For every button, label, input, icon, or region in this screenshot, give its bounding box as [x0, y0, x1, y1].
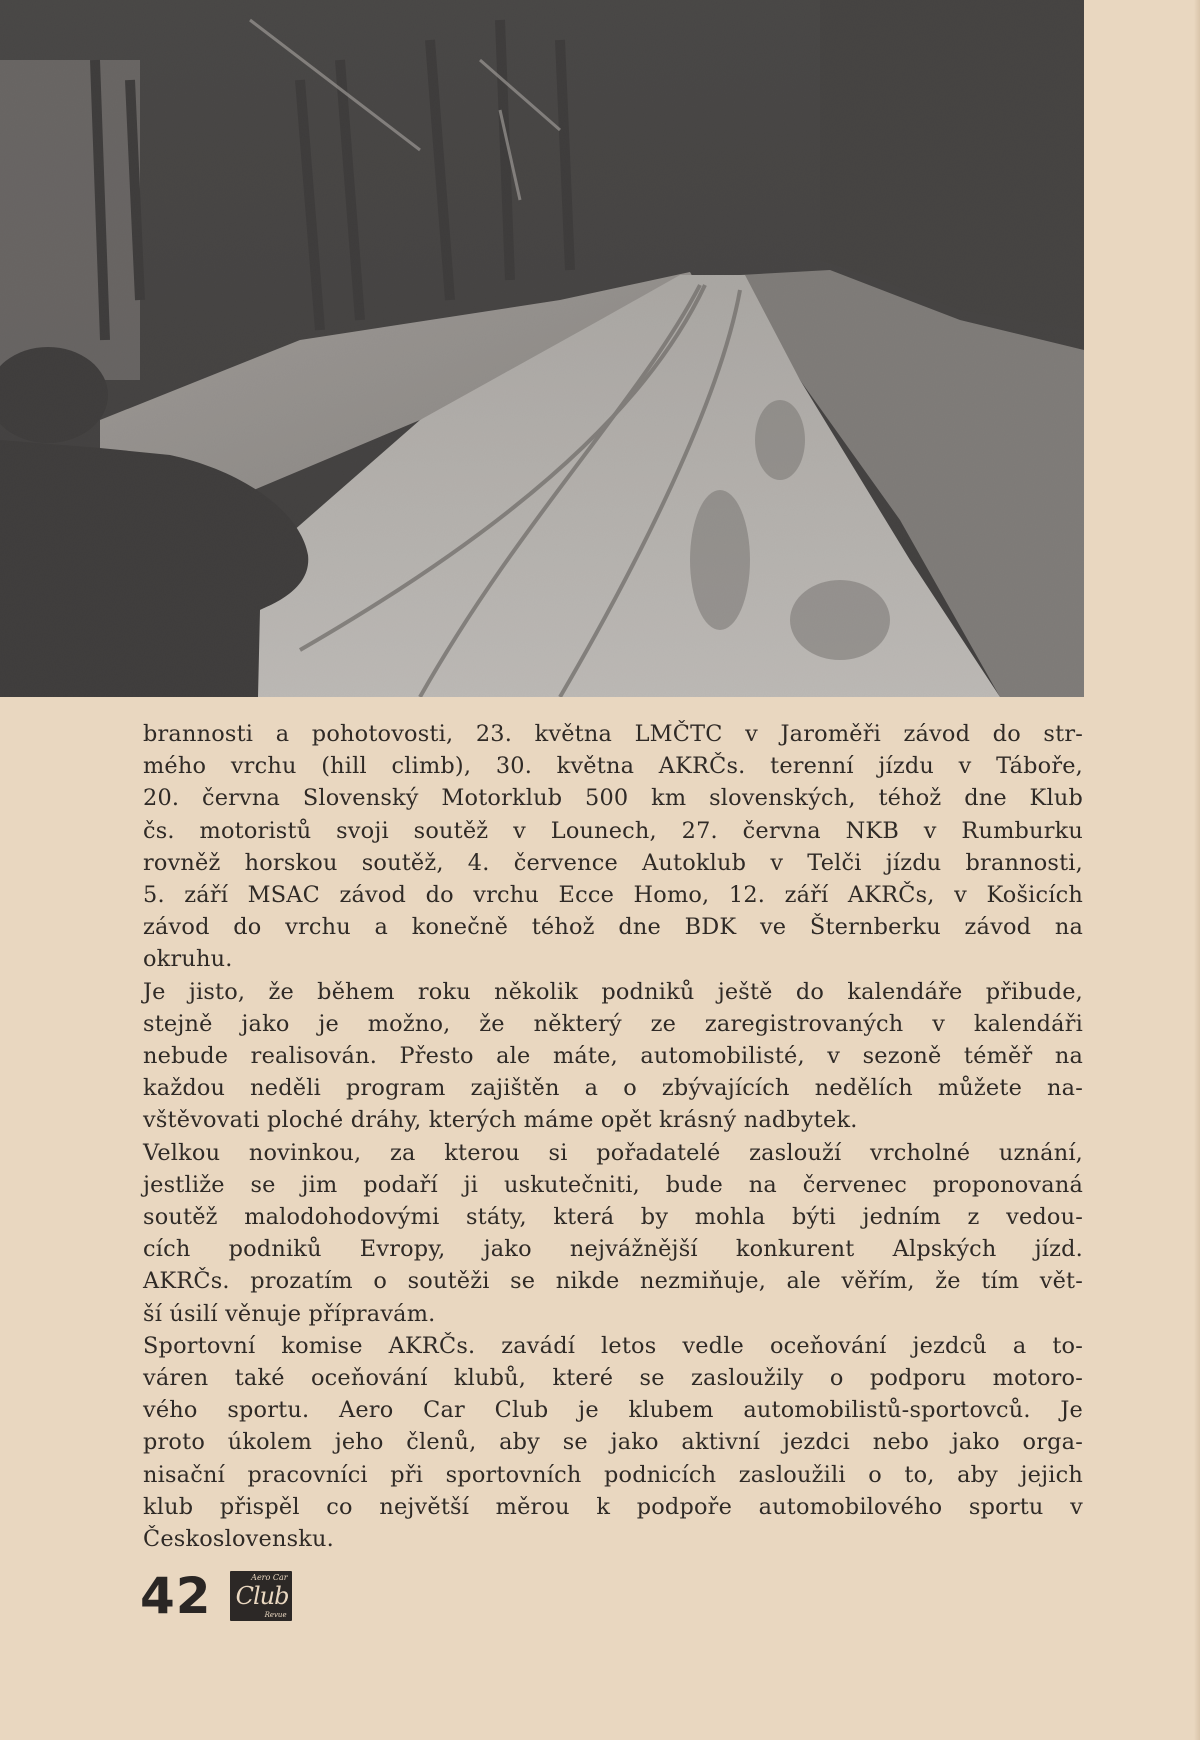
- text-line: 20. června Slovenský Motorklub 500 km slovenských, téhož dne Klub: [143, 785, 1083, 812]
- text-line: závod do vrchu a konečně téhož dne BDK ve Šternberku závod na: [143, 914, 1083, 941]
- article-paragraph: [143, 1137, 1083, 1330]
- paper-edge: [1194, 0, 1200, 1740]
- text-line: každou neděli program zajištěn a o zbývajících nedělích můžete na-: [143, 1075, 1083, 1102]
- text-line: cích podniků Evropy, jako nejvážnější konkurent Alpských jízd.: [143, 1236, 1083, 1263]
- logo-main-text: Club: [235, 1582, 289, 1610]
- snowy-road-photo: [0, 0, 1084, 697]
- article-paragraph: [143, 1330, 1083, 1555]
- article-body: [143, 718, 1083, 1555]
- text-line: 5. září MSAC závod do vrchu Ecce Homo, 12. září AKRČs, v Košicích: [143, 882, 1083, 909]
- text-line: soutěž malodohodovými státy, která by mohla býti jedním z vedou-: [143, 1204, 1083, 1231]
- article-paragraph: [143, 976, 1083, 1137]
- article-photo: [0, 0, 1084, 697]
- aero-car-club-logo: [230, 1571, 292, 1621]
- text-line: nisační pracovníci při sportovních podnicích zasloužili o to, aby jejich: [143, 1461, 1083, 1488]
- text-line: nebude realisován. Přesto ale máte, automobilisté, v sezoně téměř na: [143, 1043, 1083, 1070]
- logo-top-text: Aero Car: [251, 1573, 288, 1582]
- text-line: Sportovní komise AKRČs. zavádí letos vedle oceňování jezdců a to-: [143, 1332, 1083, 1359]
- logo-bottom-text: Revue: [264, 1611, 287, 1619]
- text-line: stejně jako je možno, že některý ze zaregistrovaných v kalendáři: [143, 1010, 1083, 1037]
- page-number: 42: [140, 1567, 212, 1625]
- text-line: váren také oceňování klubů, které se zasloužily o podporu motoro-: [143, 1365, 1083, 1392]
- text-line: brannosti a pohotovosti, 23. května LMČTC v Jaroměři závod do str-: [143, 721, 1083, 747]
- text-line: AKRČs. prozatím o soutěži se nikde nezmiňuje, ale věřím, že tím vět-: [143, 1268, 1083, 1295]
- photo-grain: [0, 0, 1084, 697]
- text-line: rovněž horskou soutěž, 4. července Autoklub v Telči jízdu brannosti,: [143, 849, 1083, 876]
- text-line: proto úkolem jeho členů, aby se jako aktivní jezdci nebo jako orga-: [143, 1429, 1083, 1456]
- article-paragraph: [143, 718, 1083, 976]
- text-line: čs. motoristů svoji soutěž v Lounech, 27. června NKB v Rumburku: [143, 817, 1083, 844]
- text-line: vého sportu. Aero Car Club je klubem automobilistů-sportovců. Je: [143, 1397, 1083, 1424]
- text-line: Velkou novinkou, za kterou si pořadatelé zaslouží vrcholné uznání,: [143, 1139, 1083, 1166]
- text-line: mého vrchu (hill climb), 30. května AKRČs. terenní jízdu v Táboře,: [143, 753, 1083, 780]
- text-line: jestliže se jim podaří ji uskutečniti, bude na červenec proponovaná: [143, 1171, 1083, 1198]
- text-line: ší úsilí věnuje přípravám.: [143, 1300, 436, 1327]
- text-line: okruhu.: [143, 946, 233, 973]
- text-line: vštěvovati ploché dráhy, kterých máme opět krásný nadbytek.: [143, 1107, 858, 1134]
- text-line: Československu.: [143, 1526, 334, 1553]
- text-line: Je jisto, že během roku několik podniků ještě do kalendáře přibude,: [143, 978, 1083, 1005]
- page-footer: [140, 1568, 292, 1624]
- text-line: klub přispěl co největší měrou k podpoře automobilového sportu v: [143, 1493, 1083, 1520]
